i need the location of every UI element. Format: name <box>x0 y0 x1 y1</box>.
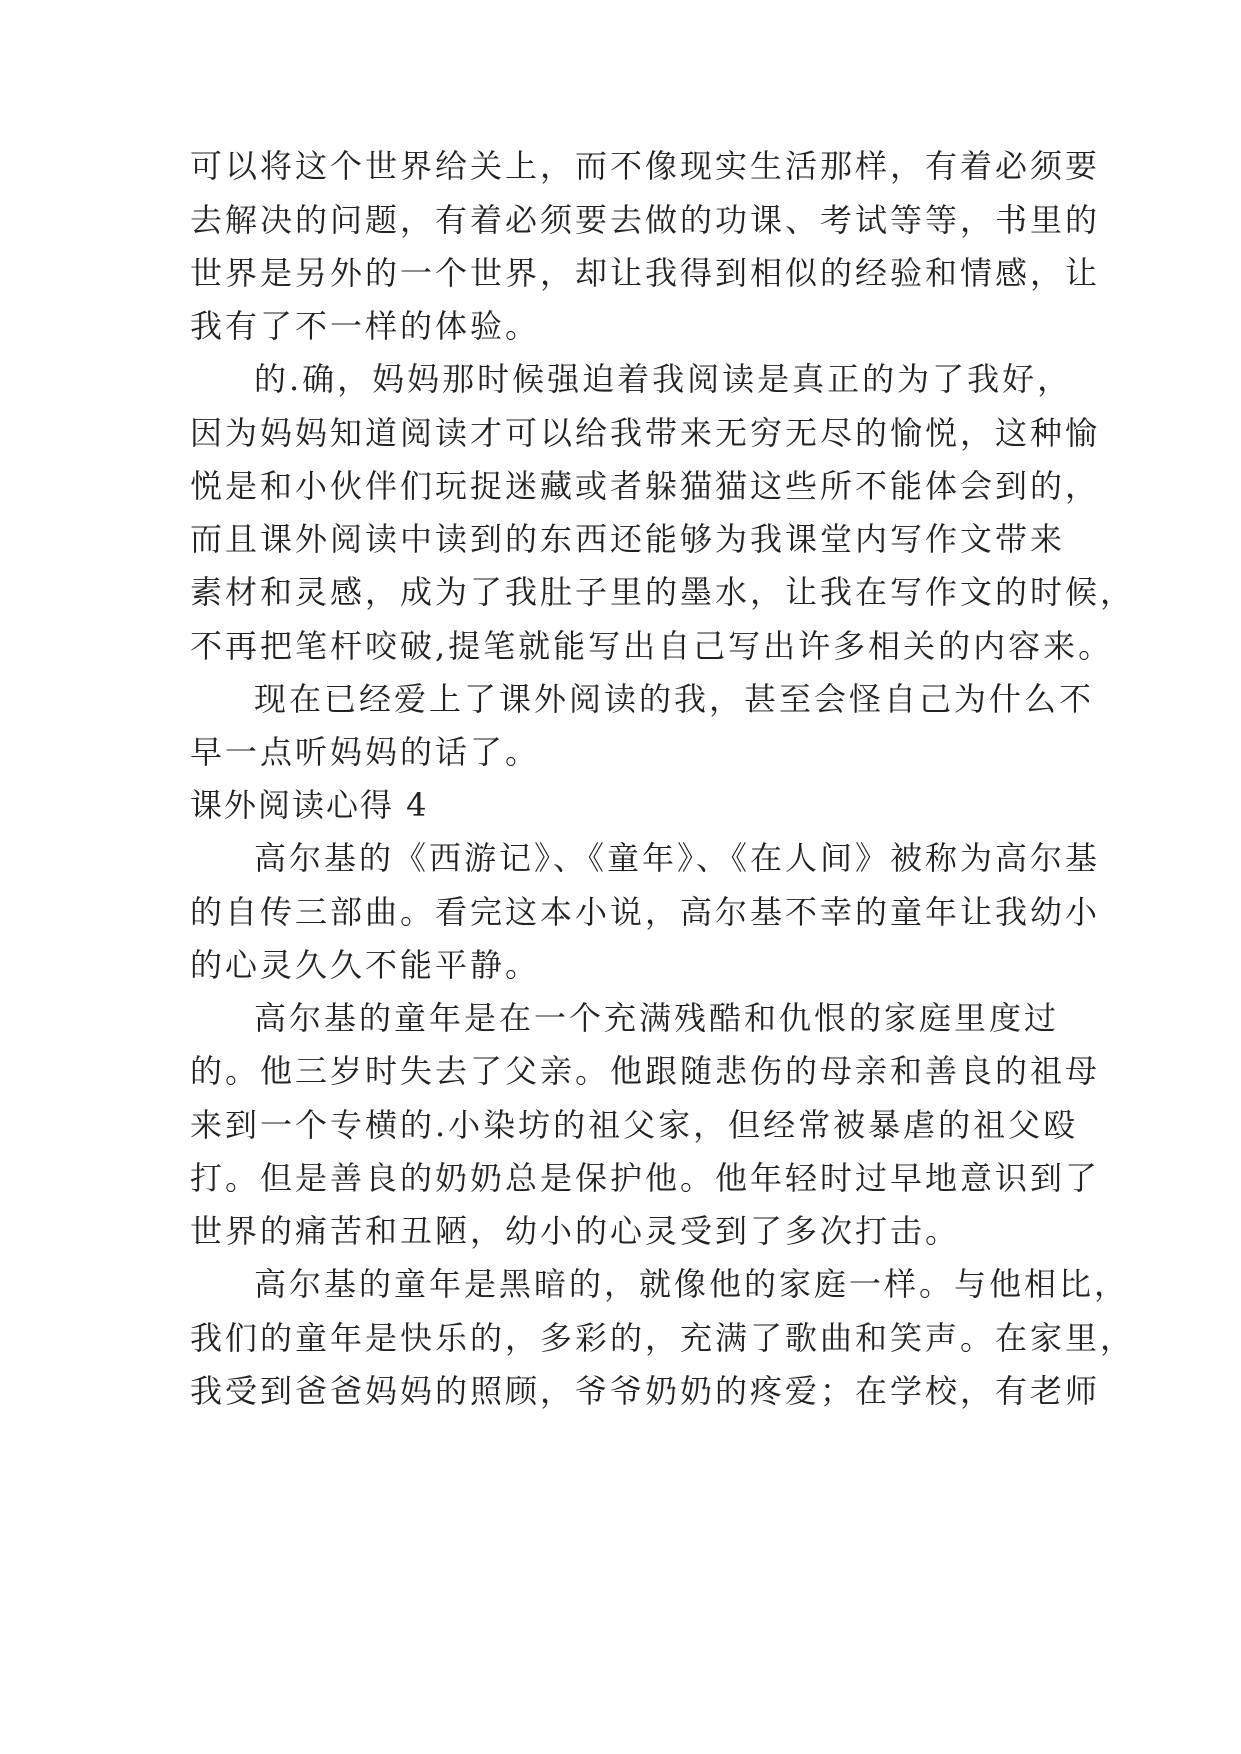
text-line: 我们的童年是快乐的，多彩的，充满了歌曲和笑声。在家里， <box>190 1319 1136 1357</box>
text-line: 因为妈妈知道阅读才可以给我带来无穷无尽的愉悦，这种愉 <box>190 414 1101 452</box>
text-line: 早一点听妈妈的话了。 <box>190 733 541 771</box>
section-heading: 课外阅读心得 4 <box>190 786 429 824</box>
text-line: 现在已经爱上了课外阅读的我，甚至会怪自己为什么不 <box>254 680 1095 718</box>
text-line: 不再把笔杆咬破,提笔就能写出自己写出许多相关的内容来。 <box>190 627 1114 665</box>
text-line: 去解决的问题，有着必须要去做的功课、考试等等，书里的 <box>190 201 1101 239</box>
text-line: 世界是另外的一个世界，却让我得到相似的经验和情感，让 <box>190 254 1101 292</box>
text-line: 打。但是善良的奶奶总是保护他。他年轻时过早地意识到了 <box>190 1159 1101 1197</box>
text-line: 来到一个专横的.小染坊的祖父家，但经常被暴虐的祖父殴 <box>190 1106 1079 1144</box>
text-line: 的自传三部曲。看完这本小说，高尔基不幸的童年让我幼小 <box>190 893 1101 931</box>
text-line: 高尔基的《西游记》、《童年》、《在人间》被称为高尔基 <box>254 839 1101 877</box>
text-line: 而且课外阅读中读到的东西还能够为我课堂内写作文带来 <box>190 520 1066 558</box>
text-line: 高尔基的童年是黑暗的，就像他的家庭一样。与他相比， <box>254 1265 1130 1303</box>
text-line: 的.确，妈妈那时候强迫着我阅读是真正的为了我好， <box>254 360 1073 398</box>
text-line: 悦是和小伙伴们玩捉迷藏或者躲猫猫这些所不能体会到的， <box>190 467 1101 505</box>
text-line: 可以将这个世界给关上，而不像现实生活那样，有着必须要 <box>190 147 1101 185</box>
text-line: 我有了不一样的体验。 <box>190 307 541 345</box>
text-line: 的。他三岁时失去了父亲。他跟随悲伤的母亲和善良的祖母 <box>190 1052 1101 1090</box>
text-line: 高尔基的童年是在一个充满残酷和仇恨的家庭里度过 <box>254 999 1060 1037</box>
text-line: 素材和灵感，成为了我肚子里的墨水，让我在写作文的时候， <box>190 573 1136 611</box>
text-line: 的心灵久久不能平静。 <box>190 946 541 984</box>
text-line: 我受到爸爸妈妈的照顾，爷爷奶奶的疼爱；在学校，有老师 <box>190 1372 1101 1410</box>
text-line: 世界的痛苦和丑陋，幼小的心灵受到了多次打击。 <box>190 1212 961 1250</box>
